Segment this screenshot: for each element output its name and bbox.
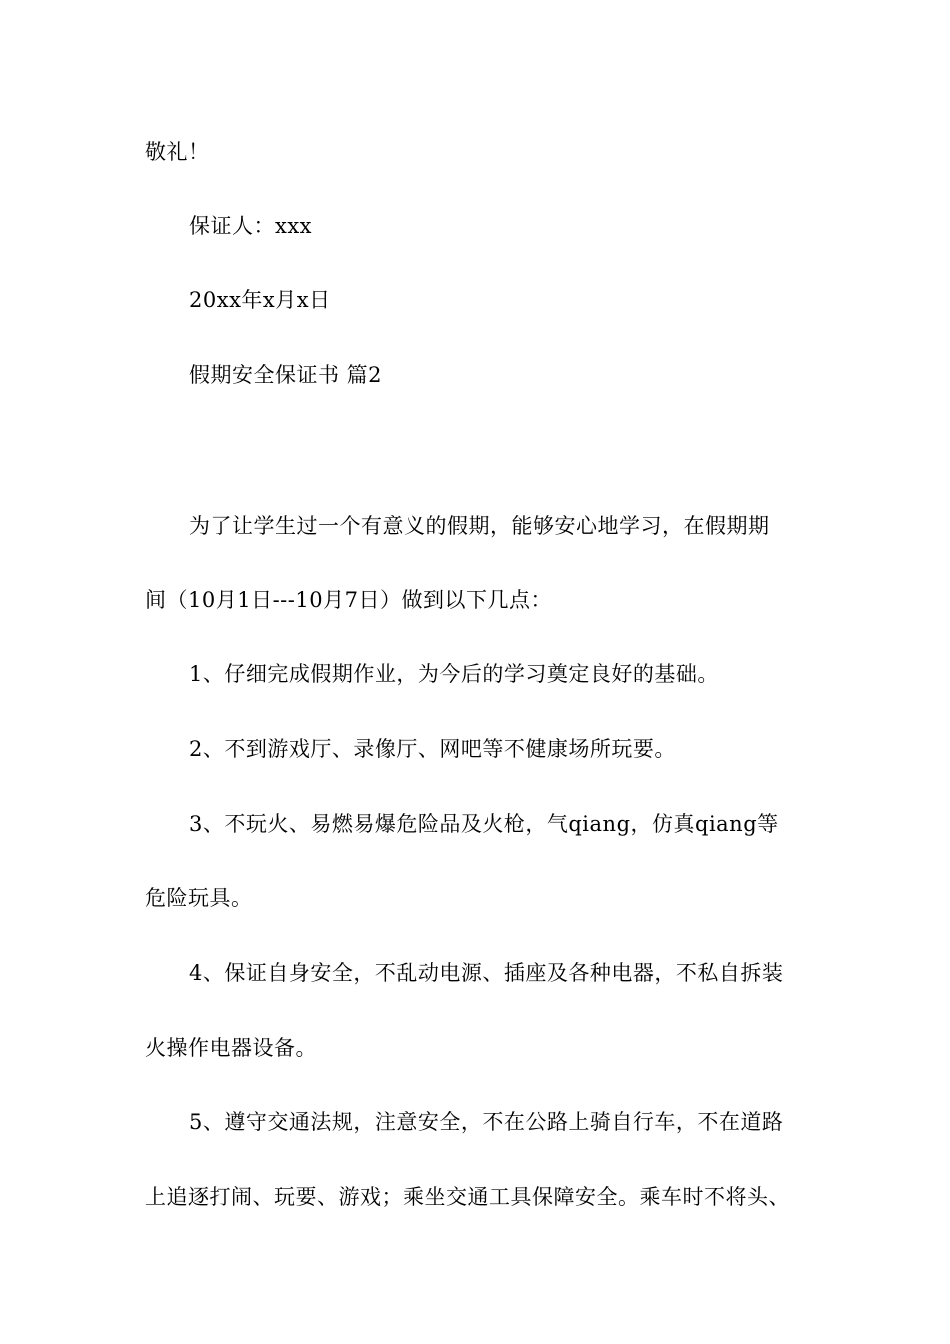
list-item-2: 2、不到游戏厅、录像厅、网吧等不健康场所玩要。 (189, 737, 676, 761)
paragraph-line: 间（10月1日---10月7日）做到以下几点： (145, 588, 552, 612)
paragraph-line: 为了让学生过一个有意义的假期，能够安心地学习，在假期期 (189, 514, 770, 538)
list-item-4: 4、保证自身安全，不乱动电源、插座及各种电器，不私自拆装 (189, 961, 784, 985)
date-line: 20xx年x月x日 (189, 288, 331, 312)
list-item-1: 1、仔细完成假期作业，为今后的学习奠定良好的基础。 (189, 662, 719, 686)
list-item-5-cont: 上追逐打闹、玩要、游戏；乘坐交通工具保障安全。乘车时不将头、 (145, 1185, 790, 1209)
list-item-5: 5、遵守交通法规，注意安全，不在公路上骑自行车，不在道路 (189, 1110, 784, 1134)
list-item-4-cont: 火操作电器设备。 (145, 1036, 317, 1060)
guarantor-line: 保证人：xxx (189, 214, 313, 238)
section-title: 假期安全保证书 篇2 (189, 363, 383, 387)
list-item-3: 3、不玩火、易燃易爆危险品及火枪，气qiang，仿真qiang等 (189, 812, 779, 836)
closing-salutation: 敬礼！ (145, 140, 210, 164)
list-item-3-cont: 危险玩具。 (145, 886, 253, 910)
